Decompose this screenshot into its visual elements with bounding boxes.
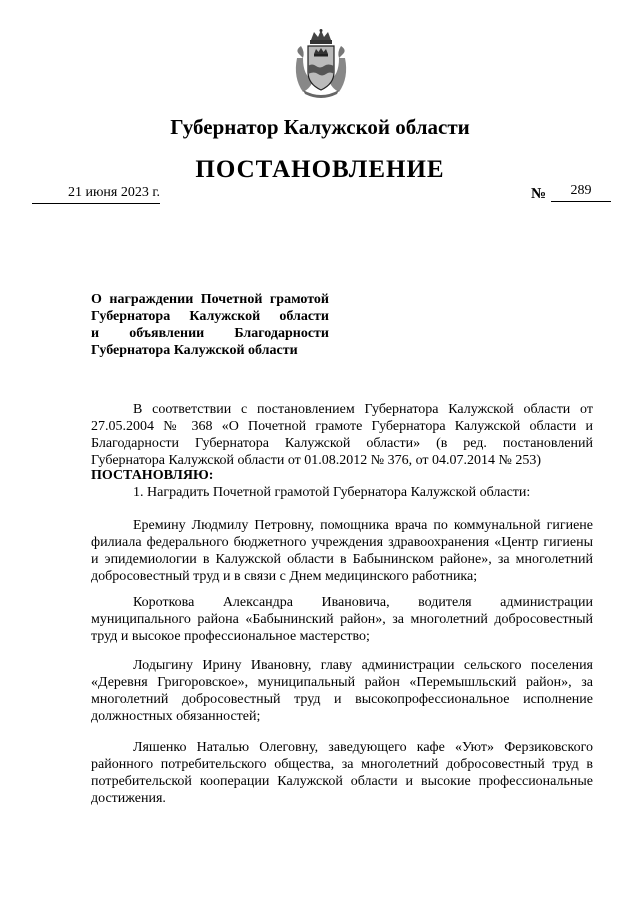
subject-line: и объявлении Благодарности [91,326,329,341]
awardee-text: Ляшенко Наталью Олеговну, заведующего кафе «Уют» Ферзиковского районного потребительского общества, за многолетний добросовестный труд в потребительской кооперации Калужской области и высокие профессиональные достижения. [91,740,593,806]
awardee-paragraph [91,739,593,807]
issuing-authority: Губернатор Калужской области [170,115,470,139]
preamble-paragraph [91,401,593,469]
document-date: 21 июня 2023 г. [32,185,160,204]
document-number: 289 [551,183,611,202]
number-sign: № [531,186,547,202]
awardee-text: Короткова Александра Ивановича, водителя администрации муниципального района «Бабынинский район», за многолетний добросовестный труд и высокое профессиональное мастерство; [91,595,593,644]
awardee-text: Лодыгину Ирину Ивановну, главу администрации сельского поселения «Деревня Григоровское», муниципальный район «Перемышльский район», за многолетний добросовестный труд и высокопрофессиональное исполнение должностных обязанностей; [91,658,593,724]
subject-line: О награждении Почетной грамотой [91,292,329,307]
coat-of-arms-icon [289,28,353,98]
awardee-paragraph [91,594,593,645]
document-subject [91,291,329,359]
awardee-text: Еремину Людмилу Петровну, помощника врача по коммунальной гигиене филиала федерального бюджетного учреждения здравоохранения «Центр гигиены и эпидемиологии в Калужской области в Бабынинском районе», за многолетний добросовестный труд и в связи с Днем медицинского работника; [91,518,593,584]
preamble-text: В соответствии с постановлением Губернатора Калужской области от 27.05.2004 № 368 «О Почетной грамоте Губернатора Калужской области и Благодарности Губернатора Калужской области» (в ред. постановлений Губернатора Калужской области от 01.08.2012 № 376, от 04.07.2014 № 253) [91,402,593,468]
awardee-paragraph [91,657,593,725]
item-1-text: 1. Наградить Почетной грамотой Губернатора Калужской области: [133,485,531,500]
awardee-paragraph [91,517,593,585]
subject-line: Губернатора Калужской области [91,309,329,324]
subject-line: Губернатора Калужской области [91,343,298,358]
document-type-title: ПОСТАНОВЛЕНИЕ [195,156,445,183]
item-1-heading [91,484,593,501]
decree-word: ПОСТАНОВЛЯЮ: [91,468,214,483]
